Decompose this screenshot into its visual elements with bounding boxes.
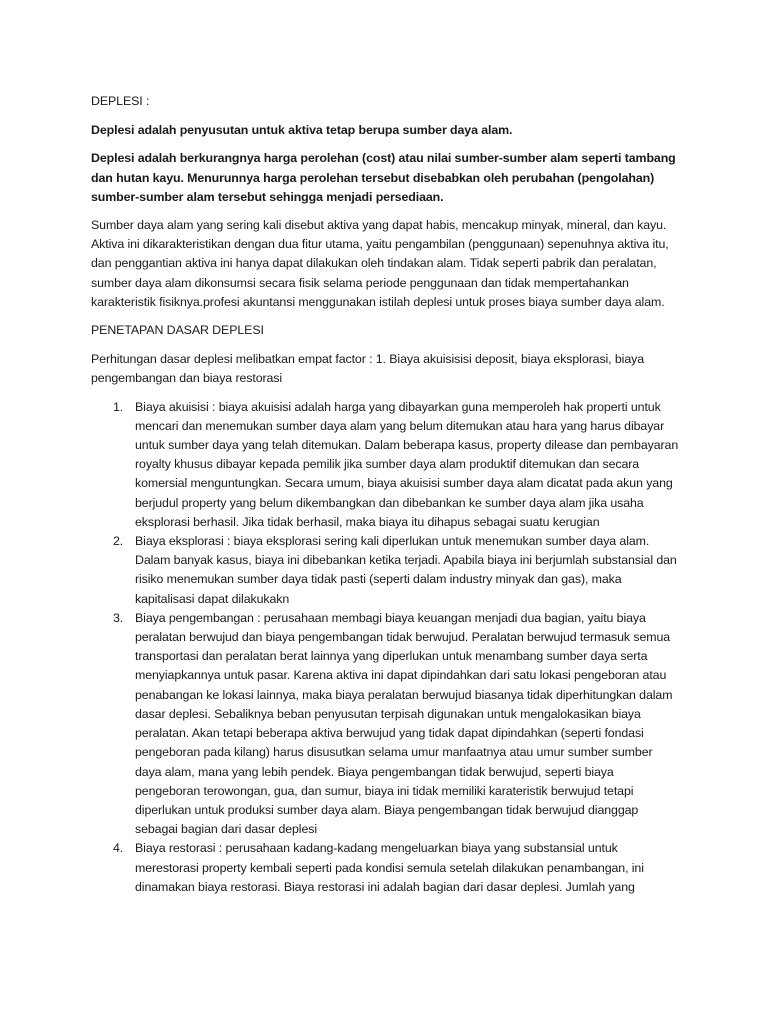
factors-intro: Perhitungan dasar deplesi melibatkan empat factor : 1. Biaya akuisisisi deposit, biaya eksplorasi, biaya pengembangan dan biaya restorasi (91, 352, 644, 386)
definition-long: Deplesi adalah berkurangnya harga perolehan (cost) atau nilai sumber-sumber alam seperti tambang dan hutan kayu. Menurunnya harga perolehan tersebut disebabkan oleh perubahan (pengolahan) sumber-sumber alam tersebut sehingga menjadi persediaan. (91, 151, 676, 204)
definition-short: Deplesi adalah penyusutan untuk aktiva tetap berupa sumber daya alam. (91, 123, 513, 138)
list-item-number: 2. (113, 534, 124, 549)
document-title: DEPLESI : (91, 94, 150, 108)
list-item-number: 1. (113, 399, 124, 414)
section-heading: PENETAPAN DASAR DEPLESI (91, 323, 264, 338)
list-item-text: Biaya pengembangan : perusahaan membagi biaya keuangan menjadi dua bagian, yaitu biaya peralatan berwujud dan biaya pengembangan tidak berwujud. Peralatan berwujud termasuk semua transportasi dan peralatan berat lainnya yang diperlukan untuk menambang sumber daya serta menyiapkannya untuk pasar. Karena aktiva ini dapat dipindahkan dari satu lokasi pengeboran atau penabangan ke lokasi lainnya, maka biaya peralatan berwujud biasanya tidak diperhitungkan dalam dasar deplesi. Sebaliknya beban penyusutan terpisah digunakan untuk mengalokasikan biaya peralatan. Akan tetapi beberapa aktiva berwujud yang tidak dapat dipindahkan (seperti fondasi pengeboran pada kilang) harus disusutkan selama umur manfaatnya atau umur sumber sumber daya alam, mana yang lebih pendek. Biaya pengembangan tidak berwujud, seperti biaya pengeboran terowongan, gua, dan sumur, biaya ini tidak memiliki karateristik berwujud tetapi diperlukan untuk produksi sumber daya alam. Biaya pengembangan tidak berwujud dianggap sebagai bagian dari dasar deplesi (135, 610, 673, 837)
list-item (91, 609, 682, 839)
list-item (91, 398, 682, 532)
list-item (91, 839, 682, 897)
natural-resources-paragraph: Sumber daya alam yang sering kali disebut aktiva yang dapat habis, mencakup minyak, mineral, dan kayu. Aktiva ini dikarakteristikan dengan dua fitur utama, yaitu pengambilan (penggunaan) sepenuhnya aktiva itu, dan penggantian aktiva ini hanya dapat dilakukan oleh tindakan alam. Tidak seperti pabrik dan peralatan, sumber daya alam dikonsumsi secara fisik selama periode penggunaan dan tidak mempertahankan karakteristik fisiknya.profesi akuntansi menggunakan istilah deplesi untuk proses biaya sumber daya alam. (91, 218, 669, 309)
list-item-text: Biaya akuisisi : biaya akuisisi adalah harga yang dibayarkan guna memperoleh hak properti untuk mencari dan menemukan sumber daya alam yang belum ditemukan atau hara yang harus dibayar untuk sumber daya yang telah ditemukan. Dalam beberapa kasus, property dilease dan pembayaran royalty khusus dibayar kepada pemilik jika sumber daya alam produktif ditemukan dan secara komersial menguntungkan. Secara umum, biaya akuisisi sumber daya alam dicatat pada akun yang berjudul property yang belum dikembangkan dan dibebankan ke sumber daya alam jika usaha eksplorasi berhasil. Jika tidak berhasil, maka biaya itu dihapus sebagai suatu kerugian (135, 399, 679, 529)
factors-list (91, 398, 682, 897)
list-item (91, 532, 682, 609)
list-item-number: 3. (113, 610, 124, 625)
list-item-text: Biaya restorasi : perusahaan kadang-kadang mengeluarkan biaya yang substansial untuk merestorasi property kembali seperti pada kondisi semula setelah dilakukan penambangan, ini dinamakan biaya restorasi. Biaya restorasi ini adalah bagian dari dasar deplesi. Jumlah yang (135, 841, 644, 894)
list-item-number: 4. (113, 841, 124, 856)
list-item-text: Biaya eksplorasi : biaya eksplorasi sering kali diperlukan untuk menemukan sumber daya alam. Dalam banyak kasus, biaya ini dibebankan ketika terjadi. Apabila biaya ini berjumlah substansial dan risiko menemukan sumber daya tidak pasti (seperti dalam industry minyak dan gas), maka kapitalisasi dapat dilakukakn (135, 534, 677, 606)
